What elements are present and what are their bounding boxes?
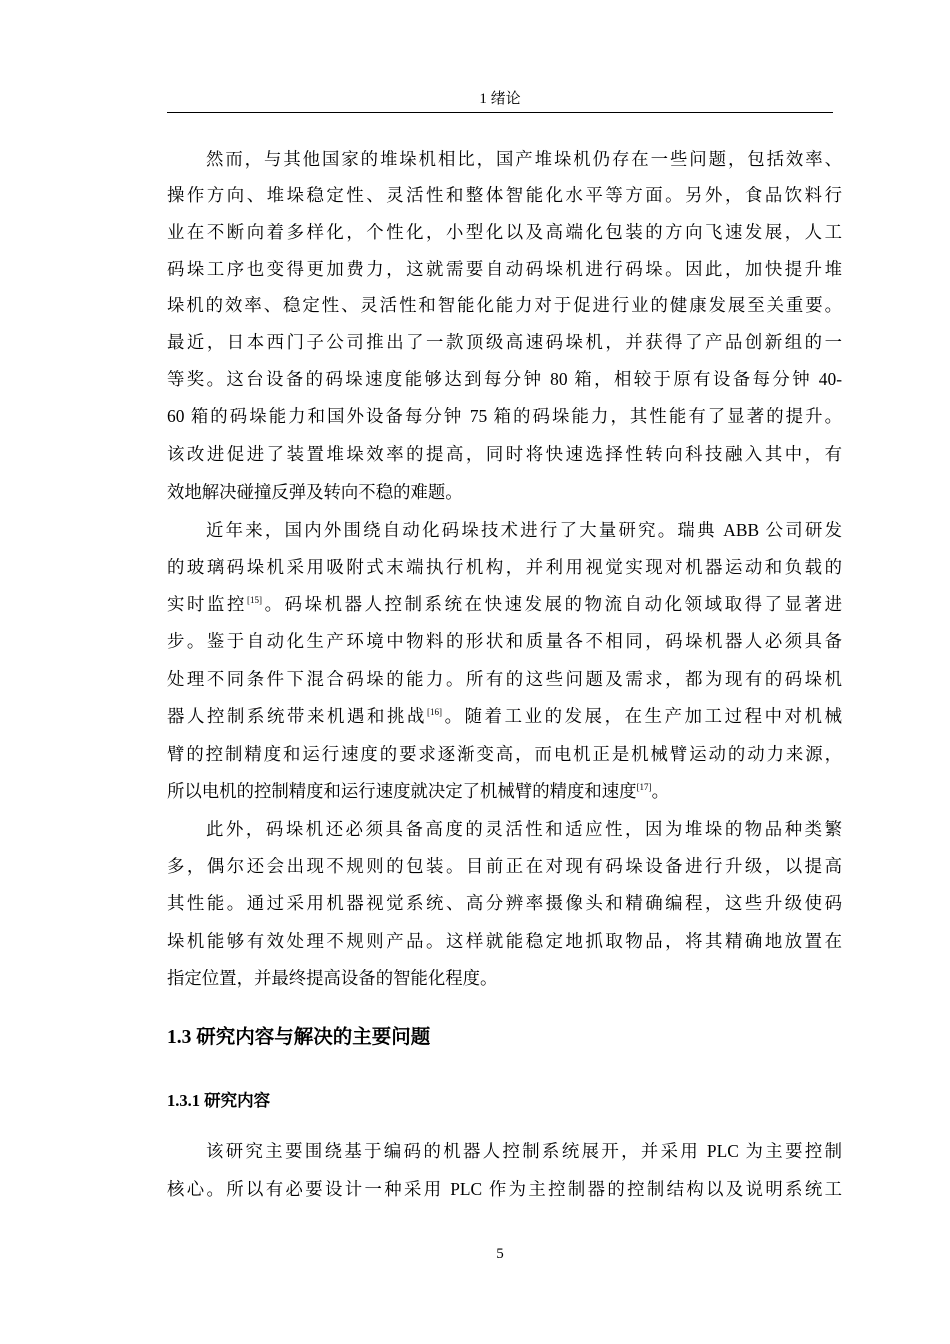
paragraph-line: 指定位置，并最终提高设备的智能化程度。 bbox=[167, 968, 498, 988]
citation[interactable]: [17] bbox=[636, 782, 652, 792]
paragraph-line: 等奖。这台设备的码垛速度能够达到每分钟 80 箱，相较于原有设备每分钟 40- bbox=[167, 369, 842, 389]
paragraph-line: 60 箱的码垛能力和国外设备每分钟 75 箱的码垛能力，其性能有了显著的提升。 bbox=[167, 406, 842, 426]
header-rule bbox=[167, 112, 833, 113]
line-text: 。随着工业的发展，在生产加工过程中对机械 bbox=[442, 706, 842, 726]
line-text: 。码垛机器人控制系统在快速发展的物流自动化领域取得了显著进 bbox=[262, 594, 842, 614]
paragraph-line: 该研究主要围绕基于编码的机器人控制系统展开，并采用 PLC 为主要控制 bbox=[206, 1141, 842, 1161]
paragraph-line: 多，偶尔还会出现不规则的包装。目前正在对现有码垛设备进行升级，以提高 bbox=[167, 856, 842, 876]
page-number: 5 bbox=[496, 1246, 504, 1262]
paragraph-line: 码垛工序也变得更加费力，这就需要自动码垛机进行码垛。因此，加快提升堆 bbox=[167, 259, 842, 279]
paragraph-line: 该改进促进了装置堆垛效率的提高，同时将快速选择性转向科技融入其中，有 bbox=[167, 444, 842, 464]
paragraph-line: 臂的控制精度和运行速度的要求逐渐变高，而电机正是机械臂运动的动力来源， bbox=[167, 744, 842, 764]
section-heading: 1.3 研究内容与解决的主要问题 bbox=[167, 1027, 431, 1048]
paragraph-line: 垛机的效率、稳定性、灵活性和智能化能力对于促进行业的健康发展至关重要。 bbox=[167, 295, 842, 315]
paragraph-line: 效地解决碰撞反弹及转向不稳的难题。 bbox=[167, 482, 463, 502]
paragraph-line bbox=[167, 704, 842, 728]
paragraph-line: 处理不同条件下混合码垛的能力。所有的这些问题及需求，都为现有的码垛机 bbox=[167, 669, 842, 689]
line-text: 器人控制系统带来机遇和挑战 bbox=[167, 706, 427, 726]
paragraph-line: 业在不断向着多样化，个性化，小型化以及高端化包装的方向飞速发展，人工 bbox=[167, 222, 842, 242]
paragraph-line bbox=[167, 592, 842, 616]
paragraph-line: 此外，码垛机还必须具备高度的灵活性和适应性，因为堆垛的物品种类繁 bbox=[206, 819, 842, 839]
line-text: 。 bbox=[651, 781, 669, 801]
paragraph-line: 步。鉴于自动化生产环境中物料的形状和质量各不相同，码垛机器人必须具备 bbox=[167, 631, 842, 651]
paragraph-line: 近年来，国内外围绕自动化码垛技术进行了大量研究。瑞典 ABB 公司研发 bbox=[206, 520, 842, 540]
subsection-heading: 1.3.1 研究内容 bbox=[167, 1091, 271, 1110]
paragraph-line: 然而，与其他国家的堆垛机相比，国产堆垛机仍存在一些问题，包括效率、 bbox=[206, 149, 842, 169]
paragraph-line: 其性能。通过采用机器视觉系统、高分辨率摄像头和精确编程，这些升级使码 bbox=[167, 893, 842, 913]
paragraph-line: 操作方向、堆垛稳定性、灵活性和整体智能化水平等方面。另外，食品饮料行 bbox=[167, 185, 842, 205]
paragraph-line: 垛机能够有效处理不规则产品。这样就能稳定地抓取物品，将其精确地放置在 bbox=[167, 931, 842, 951]
paragraph-line bbox=[167, 779, 842, 803]
paragraph-line: 的玻璃码垛机采用吸附式末端执行机构，并利用视觉实现对机器运动和负载的 bbox=[167, 557, 842, 577]
citation[interactable]: [16] bbox=[427, 707, 442, 717]
running-header: 1 绪论 bbox=[479, 91, 521, 107]
paragraph-line: 最近，日本西门子公司推出了一款顶级高速码垛机，并获得了产品创新组的一 bbox=[167, 332, 842, 352]
line-text: 所以电机的控制精度和运行速度就决定了机械臂的精度和速度 bbox=[167, 781, 637, 801]
line-text: 实时监控 bbox=[167, 594, 247, 614]
paragraph-line: 核心。所以有必要设计一种采用 PLC 作为主控制器的控制结构以及说明系统工 bbox=[167, 1179, 842, 1199]
citation[interactable]: [15] bbox=[247, 595, 262, 605]
